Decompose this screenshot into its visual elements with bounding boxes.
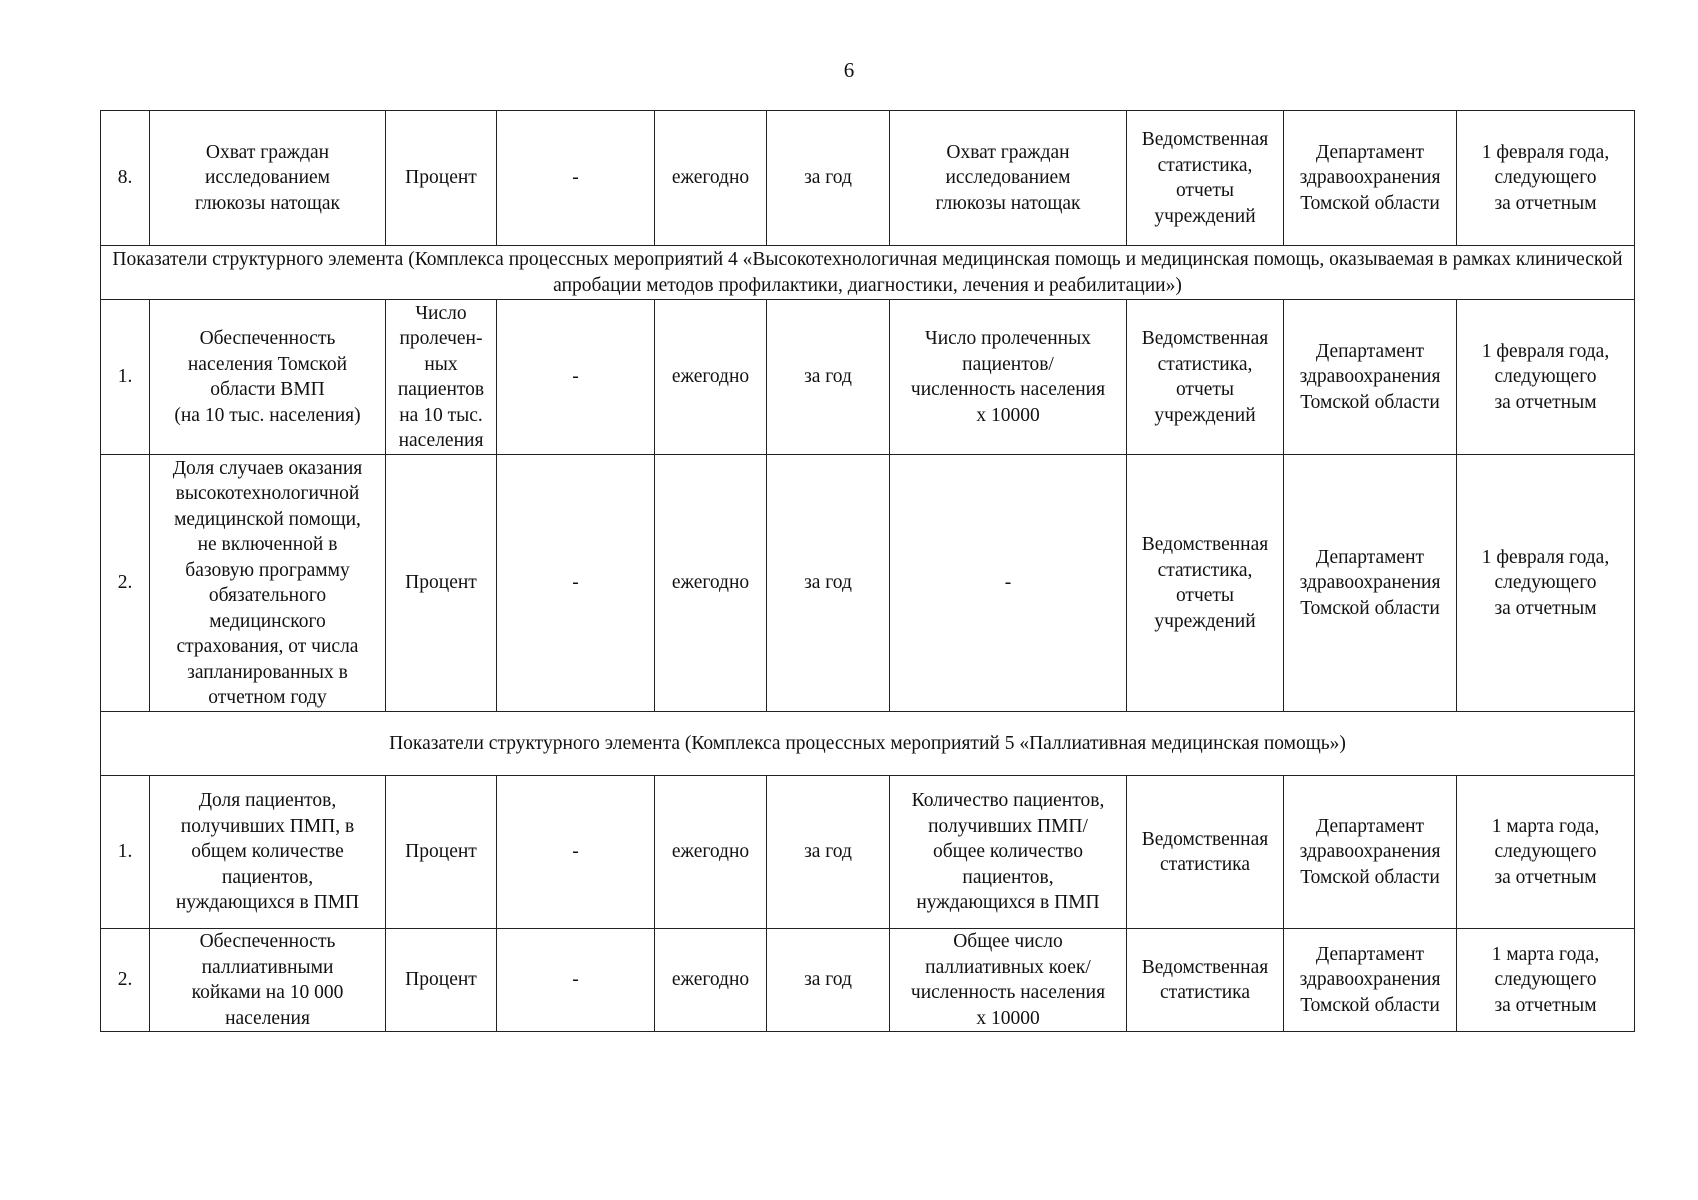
periodicity-cell: ежегодно [655, 455, 767, 712]
indicator-name: Охват граждан исследованием глюкозы натощак [150, 111, 386, 246]
period-cell: за год [767, 455, 890, 712]
periodicity-cell: ежегодно [655, 300, 767, 455]
row-number: 2. [101, 455, 150, 712]
responsible-cell: Департамент здравоохранения Томской области [1284, 776, 1457, 929]
dash-cell: - [497, 111, 655, 246]
table-row [101, 929, 1635, 1032]
period-cell: за год [767, 776, 890, 929]
indicator-name: Обеспеченность населения Томской области ВМП (на 10 тыс. населения) [150, 300, 386, 455]
period-cell: за год [767, 111, 890, 246]
source-cell: Ведомственная статистика [1127, 929, 1284, 1032]
deadline-cell: 1 февраля года, следующего за отчетным [1457, 111, 1635, 246]
section-title: Показатели структурного элемента (Комплекса процессных мероприятий 4 «Высокотехнологичная медицинская помощь и медицинская помощь, оказываемая в рамках клинической апробации методов профилактики, диагностики, лечения и реабилитации») [101, 246, 1635, 300]
dash-cell: - [497, 929, 655, 1032]
responsible-cell: Департамент здравоохранения Томской области [1284, 111, 1457, 246]
periodicity-cell: ежегодно [655, 111, 767, 246]
row-number: 1. [101, 776, 150, 929]
method-cell: Число пролеченных пациентов/ численность населения х 10000 [890, 300, 1127, 455]
periodicity-cell: ежегодно [655, 929, 767, 1032]
section-header-row [101, 712, 1635, 776]
unit-cell: Процент [386, 455, 497, 712]
source-cell: Ведомственная статистика [1127, 776, 1284, 929]
dash-cell: - [497, 776, 655, 929]
page-number: 6 [843, 58, 855, 82]
method-cell: - [890, 455, 1127, 712]
deadline-cell: 1 марта года, следующего за отчетным [1457, 776, 1635, 929]
indicator-name: Обеспеченность паллиативными койками на 10 000 населения [150, 929, 386, 1032]
source-cell: Ведомственная статистика, отчеты учреждений [1127, 300, 1284, 455]
table-row [101, 111, 1635, 246]
table-row [101, 776, 1635, 929]
responsible-cell: Департамент здравоохранения Томской области [1284, 300, 1457, 455]
source-cell: Ведомственная статистика, отчеты учреждений [1127, 455, 1284, 712]
unit-cell: Процент [386, 776, 497, 929]
deadline-cell: 1 марта года, следующего за отчетным [1457, 929, 1635, 1032]
deadline-cell: 1 февраля года, следующего за отчетным [1457, 455, 1635, 712]
periodicity-cell: ежегодно [655, 776, 767, 929]
period-cell: за год [767, 300, 890, 455]
unit-cell: Число пролечен- ных пациентов на 10 тыс. населения [386, 300, 497, 455]
responsible-cell: Департамент здравоохранения Томской области [1284, 929, 1457, 1032]
dash-cell: - [497, 300, 655, 455]
method-cell: Охват граждан исследованием глюкозы натощак [890, 111, 1127, 246]
dash-cell: - [497, 455, 655, 712]
deadline-cell: 1 февраля года, следующего за отчетным [1457, 300, 1635, 455]
row-number: 2. [101, 929, 150, 1032]
method-cell: Общее число паллиативных коек/ численность населения х 10000 [890, 929, 1127, 1032]
method-cell: Количество пациентов, получивших ПМП/ общее количество пациентов, нуждающихся в ПМП [890, 776, 1127, 929]
period-cell: за год [767, 929, 890, 1032]
unit-cell: Процент [386, 111, 497, 246]
row-number: 1. [101, 300, 150, 455]
indicator-name: Доля случаев оказания высокотехнологичной медицинской помощи, не включенной в базовую программу обязательного медицинского страхования, от числа запланированных в отчетном году [150, 455, 386, 712]
source-cell: Ведомственная статистика, отчеты учреждений [1127, 111, 1284, 246]
unit-cell: Процент [386, 929, 497, 1032]
table-row [101, 455, 1635, 712]
responsible-cell: Департамент здравоохранения Томской области [1284, 455, 1457, 712]
row-number: 8. [101, 111, 150, 246]
section-title: Показатели структурного элемента (Комплекса процессных мероприятий 5 «Паллиативная медицинская помощь») [101, 712, 1635, 776]
indicators-table [100, 110, 1635, 1032]
indicator-name: Доля пациентов, получивших ПМП, в общем количестве пациентов, нуждающихся в ПМП [150, 776, 386, 929]
table-row [101, 300, 1635, 455]
section-header-row [101, 246, 1635, 300]
